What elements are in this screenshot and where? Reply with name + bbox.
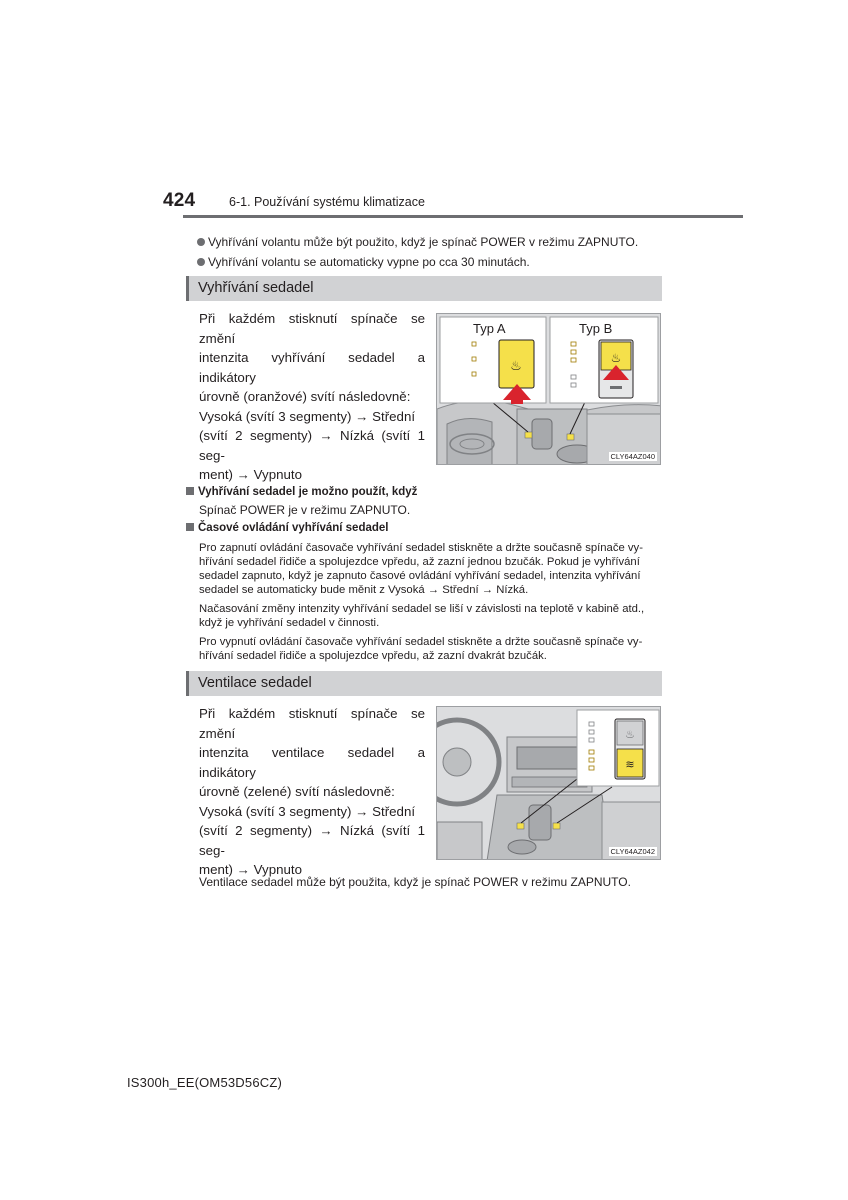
square-bullet-icon xyxy=(186,523,194,531)
section-heading-seat-vent: Ventilace sedadel xyxy=(186,671,662,696)
seat-vent-illustration xyxy=(437,707,661,860)
figure-code: CLY64AZ042 xyxy=(610,847,655,856)
section-heading-seat-heater: Vyhřívání sedadel xyxy=(186,276,662,301)
note-timer-text: Pro zapnutí ovládání časovače vyhřívání sedadel stiskněte a držte současně spínače vy- hřívání sedadel řidiče a spolujezdce vpředu, až zazní jednou bzučák. Pokud je vyhřívání sedadel zapnuto, když je zapnuto časové ovládání vyhřívání sedadel, intenzita vyhřívání sedadel se automaticky bude měnit z Vysoká → Střední → Nízká. Načasování změny intenzity vyhřívání sedadel se liší v závislosti na teplotě v kabině atd., když je vyhřívání sedadel v činnosti. Pro vypnutí ovládání časovače vyhřívání sedadel stiskněte a držte současně spínače vy- hřívání sedadel řidiče a spolujezdce vpředu, až zazní dvakrát bzučák. xyxy=(199,542,645,662)
page-number: 424 xyxy=(163,190,196,211)
svg-text:♨: ♨ xyxy=(610,351,622,365)
seat-vent-description: Při každém stisknutí spínače se změní intenzita ventilace sedadel a indikátory úrovně (zelené) svítí následovně: Vysoká (svítí 3 segmenty) → Střední (svítí 2 segmenty) → Nízká (svítí 1 seg- ment) → Vypnuto xyxy=(199,706,425,877)
manual-code: IS300h_EE(OM53D56CZ) xyxy=(127,1075,283,1090)
note-usable-text: Spínač POWER je v režimu ZAPNUTO. xyxy=(199,503,411,517)
seat-vent-note: Ventilace sedadel může být použita, když je spínač POWER v režimu ZAPNUTO. xyxy=(199,875,631,889)
intro-bullet-2: Vyhřívání volantu se automaticky vypne po cca 30 minutách. xyxy=(197,255,530,269)
svg-text:≋: ≋ xyxy=(625,758,635,771)
svg-text:♨: ♨ xyxy=(625,728,635,741)
square-bullet-icon xyxy=(186,487,194,495)
header-rule xyxy=(183,215,743,218)
bullet-dot-icon xyxy=(197,238,205,246)
type-a-label: Typ A xyxy=(473,321,506,336)
seat-heater-illustration xyxy=(437,314,661,465)
seat-vent-figure xyxy=(436,706,661,860)
note-heading-usable: Vyhřívání sedadel je možno použít, když xyxy=(186,486,417,498)
figure-code: CLY64AZ040 xyxy=(610,452,655,461)
bullet-dot-icon xyxy=(197,258,205,266)
intro-bullet-1: Vyhřívání volantu může být použito, když je spínač POWER v režimu ZAPNUTO. xyxy=(197,235,638,249)
seat-heater-description: Při každém stisknutí spínače se změní intenzita vyhřívání sedadel a indikátory úrovně (oranžové) svítí následovně: Vysoká (svítí 3 segmenty) → Střední (svítí 2 segmenty) → Nízká (svítí 1 seg- ment) → Vypnuto xyxy=(199,311,425,482)
section-title: 6-1. Používání systému klimatizace xyxy=(229,195,425,209)
seat-heater-figure xyxy=(436,313,661,465)
type-b-label: Typ B xyxy=(579,321,613,336)
note-heading-timer: Časové ovládání vyhřívání sedadel xyxy=(186,522,388,534)
svg-text:♨: ♨ xyxy=(510,359,522,374)
